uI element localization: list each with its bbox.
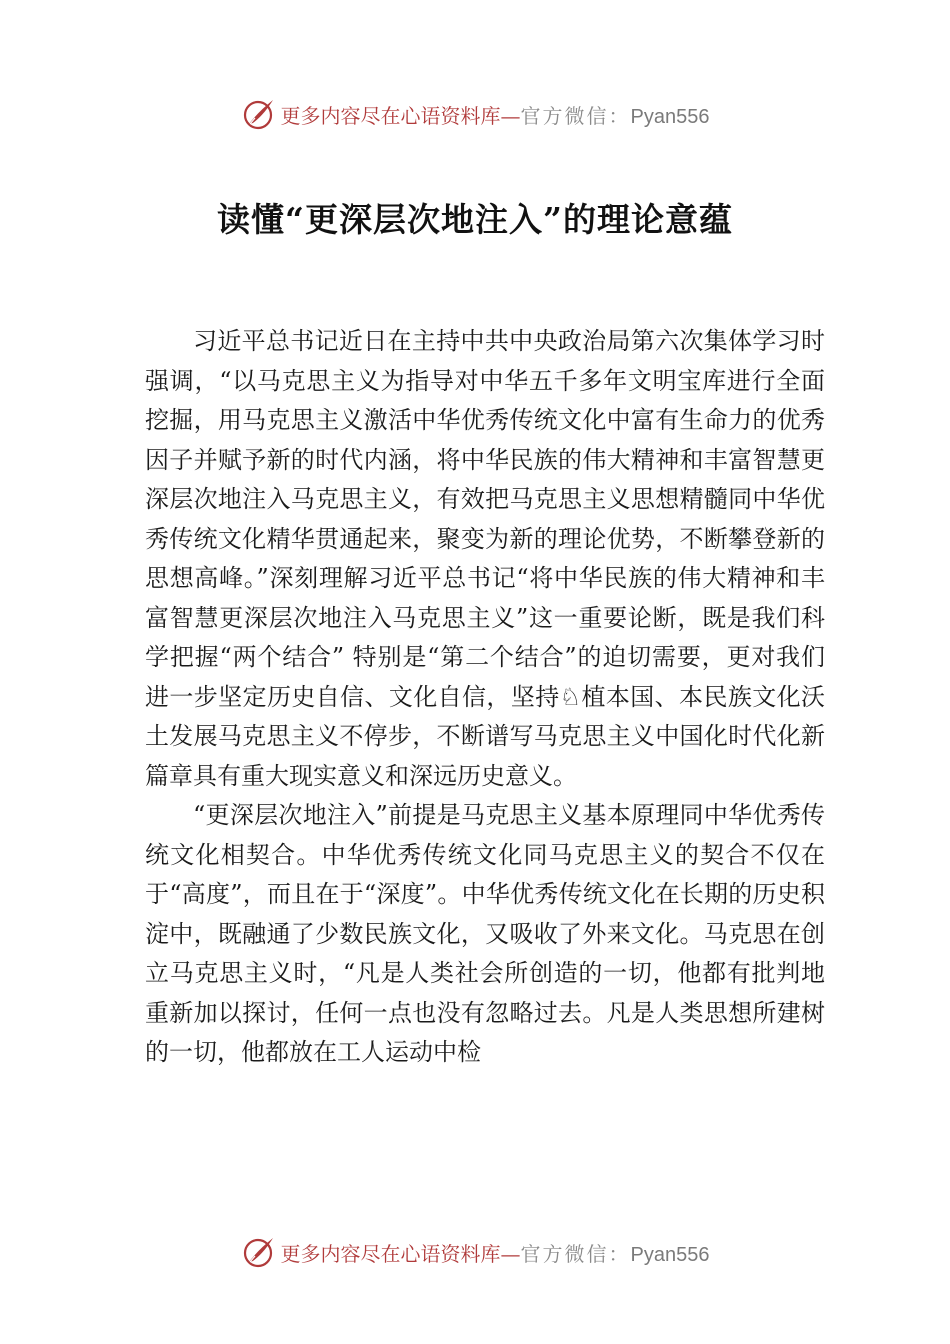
banner-main-text: 更多内容尽在心语资料库— (280, 103, 521, 128)
document-body (145, 322, 825, 1073)
document-title: 读懂“更深层次地注入”的理论意蕴 (217, 200, 733, 239)
body-paragraph-2: “更深层次地注入”前提是马克思主义基本原理同中华优秀传统文化相契合。中华优秀传统文化同马克思主义的契合不仅在于“高度”，而且在于“深度”。中华优秀传统文化在长期的历史积淀中，既融通了少数民族文化，又吸收了外来文化。马克思在创立马克思主义时，“凡是人类社会所创造的一切，他都有批判地重新加以探讨，任何一点也没有忽略过去。凡是人类思想所建树的一切，他都放在工人运动中检 (145, 801, 825, 1066)
body-paragraph-1: 习近平总书记近日在主持中共中央政治局第六次集体学习时强调，“以马克思主义为指导对中华五千多年文明宝库进行全面挖掘，用马克思主义激活中华优秀传统文化中富有生命力的优秀因子并赋予新的时代内涵，将中华民族的伟大精神和丰富智慧更深层次地注入马克思主义，有效把马克思主义思想精髓同中华优秀传统文化精华贯通起来，聚变为新的理论优势，不断攀登新的思想高峰。”深刻理解习近平总书记“将中华民族的伟大精神和丰富智慧更深层次地注入马克思主义”这一重要论断，既是我们科学把握“两个结合” 特别是“第二个结合”的迫切需要，更对我们进一步坚定历史自信、文化自信，坚持♘植本国、本民族文化沃土发展马克思主义不停步，不断谱写马克思主义中国化时代化新篇章具有重大现实意义和深远历史意义。 (145, 327, 825, 790)
quill-logo-icon (241, 1234, 277, 1270)
quill-logo-icon (241, 96, 277, 132)
banner-main-text: 更多内容尽在心语资料库— (280, 1241, 521, 1266)
banner-wechat-label: 官方微信： (520, 1241, 631, 1266)
banner-wechat-id: Pyan556 (630, 1243, 710, 1266)
footer-watermark-banner (0, 1230, 950, 1274)
banner-wechat-id: Pyan556 (630, 105, 710, 128)
header-watermark-banner (0, 92, 950, 136)
banner-wechat-label: 官方微信： (520, 103, 631, 128)
